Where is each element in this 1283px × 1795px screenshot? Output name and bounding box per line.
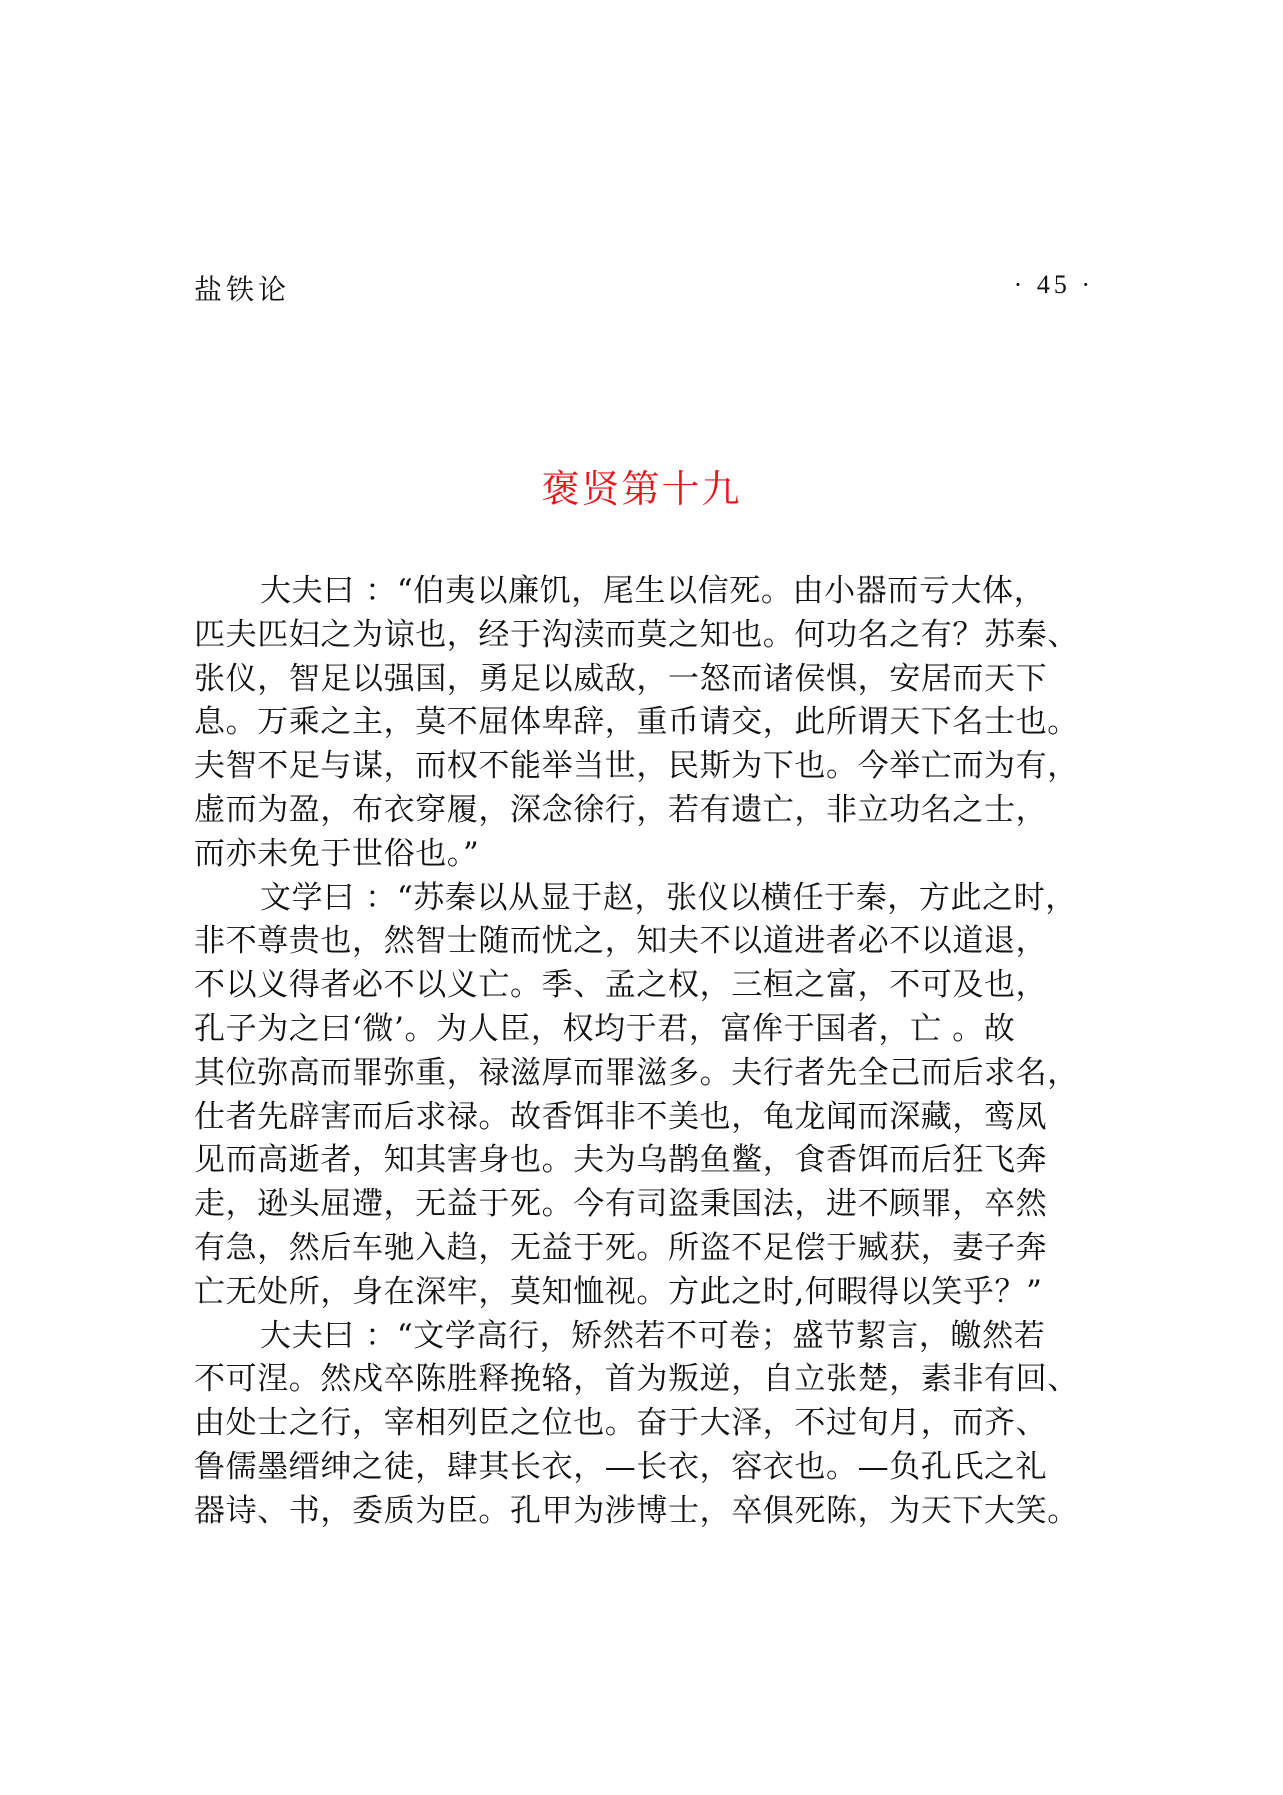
paragraph-line: 夫智不足与谋，而权不能举当世，民斯为下也。今举亡而为有， (194, 748, 1079, 785)
paragraph-line: 文学曰 ：“苏秦以从显于赵，张仪以横任于秦，方此之时， (260, 879, 1077, 916)
paragraph-line: 息。万乘之主，莫不屈体卑辞，重币请交，此所谓天下名士也。 (194, 704, 1079, 741)
paragraph-line: 走，逊头屈遰，无益于死。今有司盗秉国法，进不顾罪，卒然 (194, 1186, 1048, 1223)
paragraph-line: 鲁儒墨缙绅之徒，肆其长衣，—长衣，容衣也。—负孔氏之礼 (194, 1448, 1048, 1485)
paragraph-line: 有急，然后车驰入趋，无益于死。所盗不足偿于臧获，妻子奔 (194, 1229, 1048, 1266)
book-title: 盐铁论 (194, 273, 291, 306)
paragraph-line: 见而高逝者，知其害身也。夫为乌鹊鱼鳖，食香饵而后狂飞奔 (194, 1142, 1048, 1179)
page-number: · 45 · (1013, 270, 1094, 299)
chapter-title: 褒贤第十九 (541, 467, 742, 511)
paragraph-line: 亡无处所，身在深牢，莫知恤视。方此之时,何暇得以笑乎？” (194, 1273, 1043, 1310)
paragraph-line: 不可涅。然戍卒陈胜释挽辂，首为叛逆，自立张楚，素非有回、 (194, 1361, 1079, 1398)
paragraph-line: 大夫曰 ：“文学高行，矫然若不可卷；盛节絜言，皦然若 (260, 1317, 1046, 1354)
running-header (194, 268, 1094, 308)
paragraph-line: 大夫曰 ：“伯夷以廉饥，尾生以信死。由小器而亏大体， (260, 573, 1046, 609)
paragraph-line: 匹夫匹妇之为谅也，经于沟渎而莫之知也。何功名之有？苏秦、 (194, 616, 1079, 653)
paragraph-line: 张仪，智足以强国，勇足以威敌，一怒而诸侯惧，安居而天下 (194, 660, 1048, 697)
paragraph-line: 不以义得者必不以义亡。季、孟之权，三桓之富，不可及也， (194, 967, 1048, 1004)
body-text (194, 570, 1114, 1534)
paragraph-line: 仕者先辟害而后求禄。故香饵非不美也，龟龙闻而深藏，鸾凤 (194, 1098, 1048, 1135)
paragraph-line: 而亦未免于世俗也。” (194, 835, 480, 872)
paragraph-line: 虚而为盈，布衣穿履，深念徐行，若有遗亡，非立功名之士， (194, 791, 1048, 828)
paragraph-line: 其位弥高而罪弥重，禄滋厚而罪滋多。夫行者先全己而后求名， (194, 1054, 1079, 1091)
paragraph-line: 由处士之行，宰相列臣之位也。奋于大泽，不过旬月，而齐、 (194, 1405, 1048, 1442)
paragraph-line: 孔子为之曰‘微’。为人臣，权均于君，富侔于国者，亡 。故 (194, 1010, 1016, 1047)
paragraph-line: 器诗、书，委质为臣。孔甲为涉博士，卒俱死陈，为天下大笑。 (194, 1492, 1079, 1529)
paragraph-line: 非不尊贵也，然智士随而忧之，知夫不以道进者必不以道退， (194, 923, 1048, 960)
